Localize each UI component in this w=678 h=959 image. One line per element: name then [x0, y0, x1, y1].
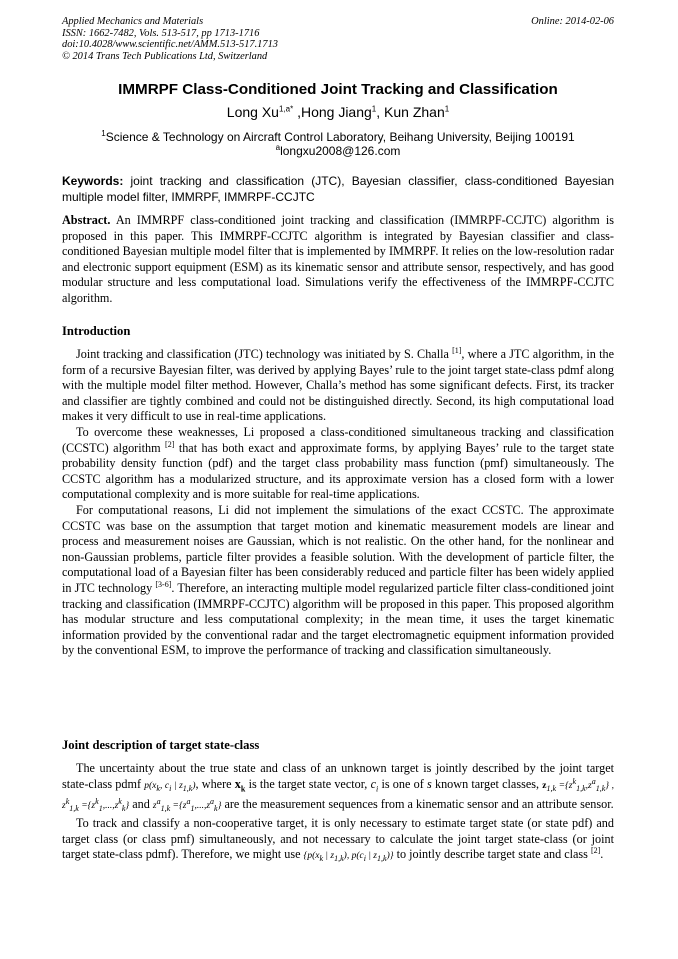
- author-list: [62, 104, 614, 120]
- joint-p1-text: The uncertainty about the true state and class of an unknown target is jointly described by the joint target state-class pdmf: [62, 761, 614, 791]
- affil-sup: 1: [101, 129, 106, 138]
- joint-heading: Joint description of target state-class: [62, 738, 260, 752]
- intro-p1-text-b: , where a JTC algorithm, in the form of a recursive Bayesian filter, was derived by applying Bayes’ rule to the joint target state-class pdmf along with the multiple model filter method. However, Challa’s method has some significant defects. First, its tracker and classifier are tightly combined and could not be distinguished directly. Second, its high computational load makes it very difficult to use in real-time applications.: [62, 347, 614, 424]
- author-name: ,Hong Jiang: [293, 104, 372, 120]
- joint-p1-text-f: are the measurement sequences from a kinematic sensor and an attribute sensor.: [221, 796, 614, 811]
- author-sup: 1: [371, 104, 377, 114]
- author-name: , Kun Zhan: [376, 104, 445, 120]
- doi-line[interactable]: doi:10.4028/www.scientific.net/AMM.513-517.1713: [62, 39, 278, 51]
- author-name: Long Xu: [226, 104, 279, 120]
- joint-paragraph-2: [62, 816, 614, 867]
- issn-line: ISSN: 1662-7482, Vols. 513-517, pp 1713-1716: [62, 27, 260, 39]
- class-count-symbol: s: [427, 776, 432, 791]
- journal-name: Applied Mechanics and Materials: [62, 16, 204, 27]
- citation[interactable]: [2]: [590, 846, 601, 856]
- joint-and: and: [129, 796, 153, 811]
- intro-p2-text-b: that has both exact and approximate forms, by applying Bayes’ rule to the target state probability density function (pdf) and the target class probability mass function (pmf) simultaneously. The CCSTC algorithm has a modularized structure, and its approximate version has a closed form with a lower computational complexity and is more suitable for real-time applications.: [62, 440, 614, 502]
- joint-p2-text: To track and classify a non-cooperative target, it is only necessary to estimate target state (or state pdf) and target class (or class pmf) simultaneously, and not necessary to calculate the joint target state-class (or joint target state-class pdmf). Therefore, we might use: [62, 816, 614, 862]
- class-symbol: $c_i$: [370, 776, 379, 794]
- joint-paragraph-1: [62, 761, 614, 816]
- state-class-formula: {$p(x_k$ | $z_{1,k}$), $p(c_i$ | $z_{1,k}$)}: [303, 851, 394, 864]
- email-link[interactable]: longxu2008@126.com: [280, 144, 401, 158]
- joint-description-section: [62, 738, 614, 867]
- citation[interactable]: [1]: [452, 345, 462, 355]
- pdmf-formula: $p(x_k$, $c_i$ | $z_{1,k}$): [144, 780, 196, 793]
- state-vector-symbol: $x_k$: [234, 776, 246, 794]
- measurement-formula: $z_{1,k} =\{z^k_{1,k},z^a_{1,k}\}$ , $z^k_{1,k} =\{z^k_1,...,z^k_k\}$: [62, 776, 615, 813]
- joint-p1-text-c: is the target state vector,: [245, 776, 371, 791]
- joint-p2-text-b: to jointly describe target state and class: [393, 847, 591, 862]
- online-date: Online: 2014-02-06: [531, 16, 614, 27]
- intro-p3-text: For computational reasons, Li did not implement the simulations of the exact CCSTC. The approximate CCSTC was base on the assumption that target motion and kinematic measurement models are linear and process and measurement noises are Gaussian, which is not realistic. On the other hand, for the nonlinear and non-Gaussian problems, particle filter provides a feasible solution. With the development of particle filter, the computational load of a Bayesian filter has been considerably reduced and particle filter has been widely applied in JTC technology: [62, 502, 614, 595]
- joint-p1-text-d: is one of: [378, 776, 428, 791]
- introduction-heading: Introduction: [62, 324, 131, 338]
- journal-header: [62, 16, 614, 62]
- intro-paragraph-3: [62, 503, 614, 659]
- abstract-text: An IMMRPF class-conditioned joint tracking and classification (IMMRPF-CCJTC) algorithm is proposed in this paper. This IMMRPF-CCJTC algorithm is integrated by Bayesian classifier and class-conditioned Bayesian multiple model filter that is implemented by IMMRPF. It relies on the low-resolution radar and electronic support equipment (ESM) as its kinematic sensor and attribute sensor, respectively, and has good modular structure and less computational load. Simulations verify the effectiveness of the IMMRPF-CCJTC algorithm.: [62, 213, 614, 305]
- paper-title: IMMRPF Class-Conditioned Joint Tracking and Classification: [118, 81, 558, 98]
- abstract-label: Abstract.: [62, 213, 111, 227]
- citation[interactable]: [2]: [165, 439, 175, 449]
- intro-paragraph-1: [62, 347, 614, 425]
- copyright-line: © 2014 Trans Tech Publications Ltd, Switzerland: [62, 50, 268, 62]
- joint-p1-text-b: , where: [195, 776, 235, 791]
- introduction-section: [62, 324, 614, 659]
- joint-p1-text-e: known target classes,: [431, 776, 543, 791]
- keywords-text: joint tracking and classification (JTC), Bayesian classifier, class-conditioned Bayesian multiple model filter, IMMRPF, IMMRPF-CCJTC: [62, 174, 614, 204]
- keywords-label: Keywords:: [62, 174, 124, 188]
- citation[interactable]: [3-6]: [155, 579, 172, 589]
- intro-p3-text-b: . Therefore, an interacting multiple model regularized particle filter class-conditioned joint tracking and classification (IMMRPF-CCJTC) algorithm will be proposed in this paper. This proposed algorithm has modular structure and less computational complexity; in the mean time, it uses the target kinematic information provided by the conventional radar and the target electromagnetic equipment information provided by the conventional ESM, to improve the performance of tracking and classification simultaneously.: [62, 580, 614, 658]
- intro-paragraph-2: [62, 425, 614, 503]
- intro-p1-text: Joint tracking and classification (JTC) technology was initiated by S. Challa: [76, 347, 453, 361]
- author-sup: 1,a*: [278, 104, 294, 114]
- keywords: [62, 174, 614, 205]
- author-sup: 1: [444, 104, 450, 114]
- intro-p2-text: To overcome these weaknesses, Li proposed a class-conditioned simultaneous tracking and classification (CCSTC) algorithm: [62, 424, 614, 455]
- joint-p2-text-c: .: [600, 847, 604, 862]
- affil-text: Science & Technology on Aircraft Control Laboratory, Beihang University, Beijing 100191: [105, 130, 575, 144]
- abstract-paragraph: [62, 213, 614, 307]
- abstract: [62, 213, 614, 307]
- affiliation: [62, 130, 614, 158]
- email-sup: a: [275, 143, 281, 152]
- attribute-formula: $z^a_{1,k} =\{z^a_1,...,z^a_k\}$: [152, 796, 222, 813]
